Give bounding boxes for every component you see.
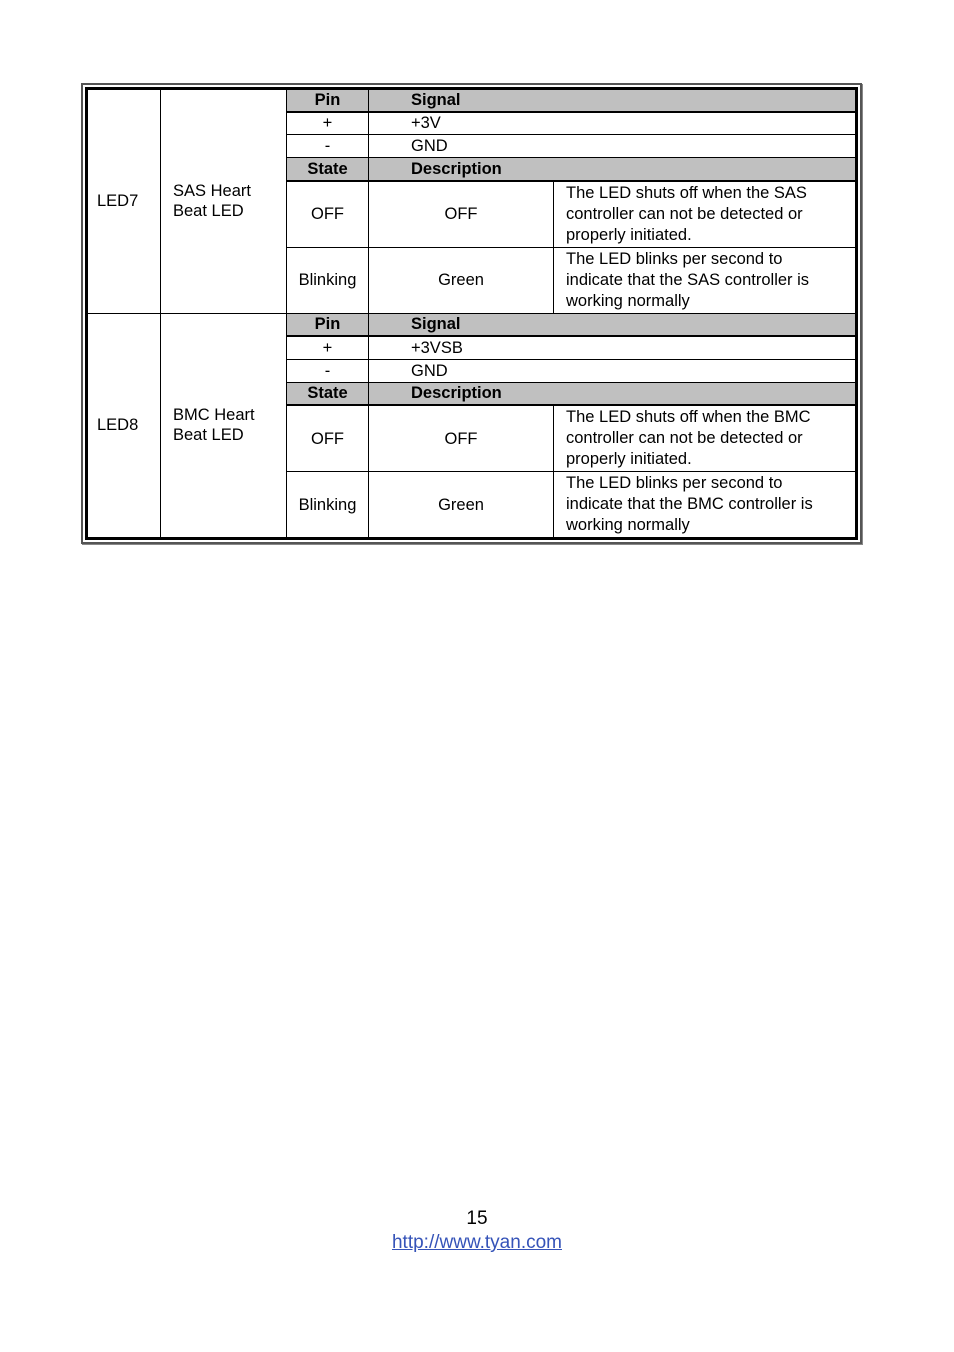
signal-cell: GND	[369, 359, 856, 382]
website-link[interactable]: http://www.tyan.com	[391, 1232, 562, 1253]
led-id: LED7	[88, 90, 161, 314]
color-cell: Green	[369, 472, 554, 538]
signal-cell: +3VSB	[369, 336, 856, 359]
color-cell: OFF	[369, 181, 554, 248]
led-table-frame	[81, 83, 862, 544]
pin-header: Pin	[287, 313, 369, 336]
description-header: Description	[369, 158, 856, 181]
led-name: BMC Heart Beat LED	[161, 313, 287, 538]
led-name: SAS Heart Beat LED	[161, 90, 287, 314]
signal-header: Signal	[369, 313, 856, 336]
led-id: LED8	[88, 313, 161, 538]
state-cell: OFF	[287, 405, 369, 472]
color-cell: Green	[369, 247, 554, 313]
state-header: State	[287, 158, 369, 181]
signal-cell: GND	[369, 135, 856, 158]
pin-cell: -	[287, 135, 369, 158]
description-header: Description	[369, 382, 856, 405]
description-cell: The LED blinks per second to indicate that the SAS controller is working normally	[554, 247, 856, 313]
pin-cell: -	[287, 359, 369, 382]
page-number: 15	[466, 1208, 488, 1229]
table-row	[88, 313, 856, 336]
led-table	[87, 89, 856, 538]
state-cell: Blinking	[287, 472, 369, 538]
description-cell: The LED shuts off when the BMC controller can not be detected or properly initiated.	[554, 405, 856, 472]
state-header: State	[287, 382, 369, 405]
description-cell: The LED shuts off when the SAS controller can not be detected or properly initiated.	[554, 181, 856, 248]
state-cell: OFF	[287, 181, 369, 248]
signal-header: Signal	[369, 90, 856, 112]
color-cell: OFF	[369, 405, 554, 472]
pin-header: Pin	[287, 90, 369, 112]
description-cell: The LED blinks per second to indicate that the BMC controller is working normally	[554, 472, 856, 538]
signal-cell: +3V	[369, 112, 856, 135]
table-row	[88, 90, 856, 112]
pin-cell: +	[287, 336, 369, 359]
footer-url-container	[0, 1232, 954, 1254]
pin-cell: +	[287, 112, 369, 135]
state-cell: Blinking	[287, 247, 369, 313]
